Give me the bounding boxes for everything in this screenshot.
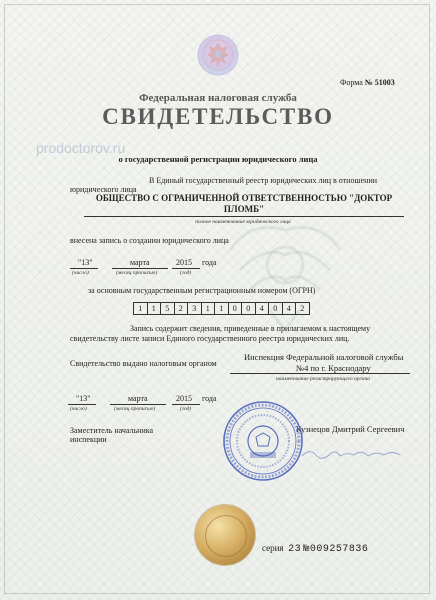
ogrn-digit: 1 bbox=[148, 303, 162, 314]
ogrn-digit: 5 bbox=[161, 303, 175, 314]
date2-month: марта bbox=[128, 394, 148, 403]
ogrn-label: за основным государственным регистрационным номером (ОГРН) bbox=[88, 286, 316, 295]
handwritten-signature-icon bbox=[300, 446, 410, 460]
date1-month-line bbox=[112, 268, 168, 269]
ogrn-number-boxes bbox=[133, 302, 310, 315]
date1-year-suffix: года bbox=[202, 258, 217, 267]
note-line-2: свидетельству листе записи Единого государственного реестра юридических лиц. bbox=[70, 334, 350, 343]
ogrn-digit: 1 bbox=[215, 303, 229, 314]
date1-cap-year: (год) bbox=[180, 270, 192, 276]
ogrn-digit: 2 bbox=[175, 303, 189, 314]
issuer-underline bbox=[230, 373, 410, 374]
entry-text: внесена запись о создании юридического лица bbox=[70, 236, 229, 245]
company-caption: полное наименование юридического лица bbox=[195, 219, 291, 225]
date2-month-line bbox=[110, 404, 166, 405]
note-line-1: Запись содержит сведения, приведенные в прилагаемом к настоящему bbox=[130, 324, 371, 333]
ogrn-digit: 4 bbox=[283, 303, 297, 314]
signatory-position-line-1: Заместитель начальника bbox=[70, 426, 154, 435]
date2-day-line bbox=[68, 404, 96, 405]
serial-series: 23 bbox=[288, 544, 302, 555]
date1-day-line bbox=[70, 268, 98, 269]
date2-cap-month: (месяц прописью) bbox=[114, 406, 156, 412]
date2-year: 2015 bbox=[176, 394, 192, 403]
ogrn-digit: 0 bbox=[269, 303, 283, 314]
signatory-name: Кузнецов Дмитрий Сергеевич bbox=[296, 424, 405, 434]
ogrn-digit: 1 bbox=[134, 303, 148, 314]
date2-day: "13" bbox=[76, 394, 91, 403]
signatory-position-line-2: инспекции bbox=[70, 435, 107, 444]
date1-month: марта bbox=[130, 258, 150, 267]
form-number: Форма № 51003 bbox=[340, 78, 395, 87]
registry-line-1: В Единый государственный реестр юридических лиц в отношении bbox=[149, 176, 378, 185]
gold-hologram-seal bbox=[195, 505, 255, 565]
date2-year-suffix: года bbox=[202, 394, 217, 403]
serial-label: серия bbox=[262, 543, 284, 553]
date1-year-line bbox=[172, 268, 200, 269]
registry-line-2: юридического лица bbox=[70, 185, 137, 194]
ogrn-digit: 2 bbox=[300, 304, 305, 313]
issuer-name-line-2: №4 по г. Краснодару bbox=[296, 363, 371, 373]
document-subtitle: о государственной регистрации юридического лица bbox=[118, 154, 318, 164]
date1-cap-month: (месяц прописью) bbox=[116, 270, 158, 276]
document-title: СВИДЕТЕЛЬСТВО bbox=[102, 104, 334, 129]
ogrn-digit: 1 bbox=[202, 303, 216, 314]
coat-of-arms-emblem-icon bbox=[196, 33, 240, 77]
seal-inner-ring bbox=[205, 515, 247, 557]
agency-name: Федеральная налоговая служба bbox=[139, 92, 297, 104]
ogrn-digit: 0 bbox=[229, 303, 243, 314]
date2-cap-day: (число) bbox=[70, 406, 87, 412]
issuer-name-line-1: Инспекция Федеральной налоговой службы bbox=[244, 352, 404, 362]
serial-no: №009257836 bbox=[303, 544, 369, 555]
site-watermark: prodoctorov.ru bbox=[36, 140, 126, 156]
ogrn-digit: 3 bbox=[188, 303, 202, 314]
date1-cap-day: (число) bbox=[72, 270, 89, 276]
company-name: ОБЩЕСТВО С ОГРАНИЧЕННОЙ ОТВЕТСТВЕННОСТЬЮ "ДОКТОР ПЛОМБ" bbox=[95, 193, 393, 214]
issuer-caption: наименование регистрирующего органа bbox=[276, 376, 370, 382]
serial-number bbox=[262, 543, 368, 555]
date1-day: "13" bbox=[78, 258, 93, 267]
company-underline bbox=[84, 216, 404, 217]
ogrn-digit: 0 bbox=[242, 303, 256, 314]
issuer-label: Свидетельство выдано налоговым органом bbox=[70, 359, 217, 368]
date2-cap-year: (год) bbox=[180, 406, 192, 412]
date1-year: 2015 bbox=[176, 258, 192, 267]
ogrn-digit: 4 bbox=[256, 303, 270, 314]
date2-year-line bbox=[172, 404, 200, 405]
official-stamp-icon bbox=[222, 400, 304, 482]
